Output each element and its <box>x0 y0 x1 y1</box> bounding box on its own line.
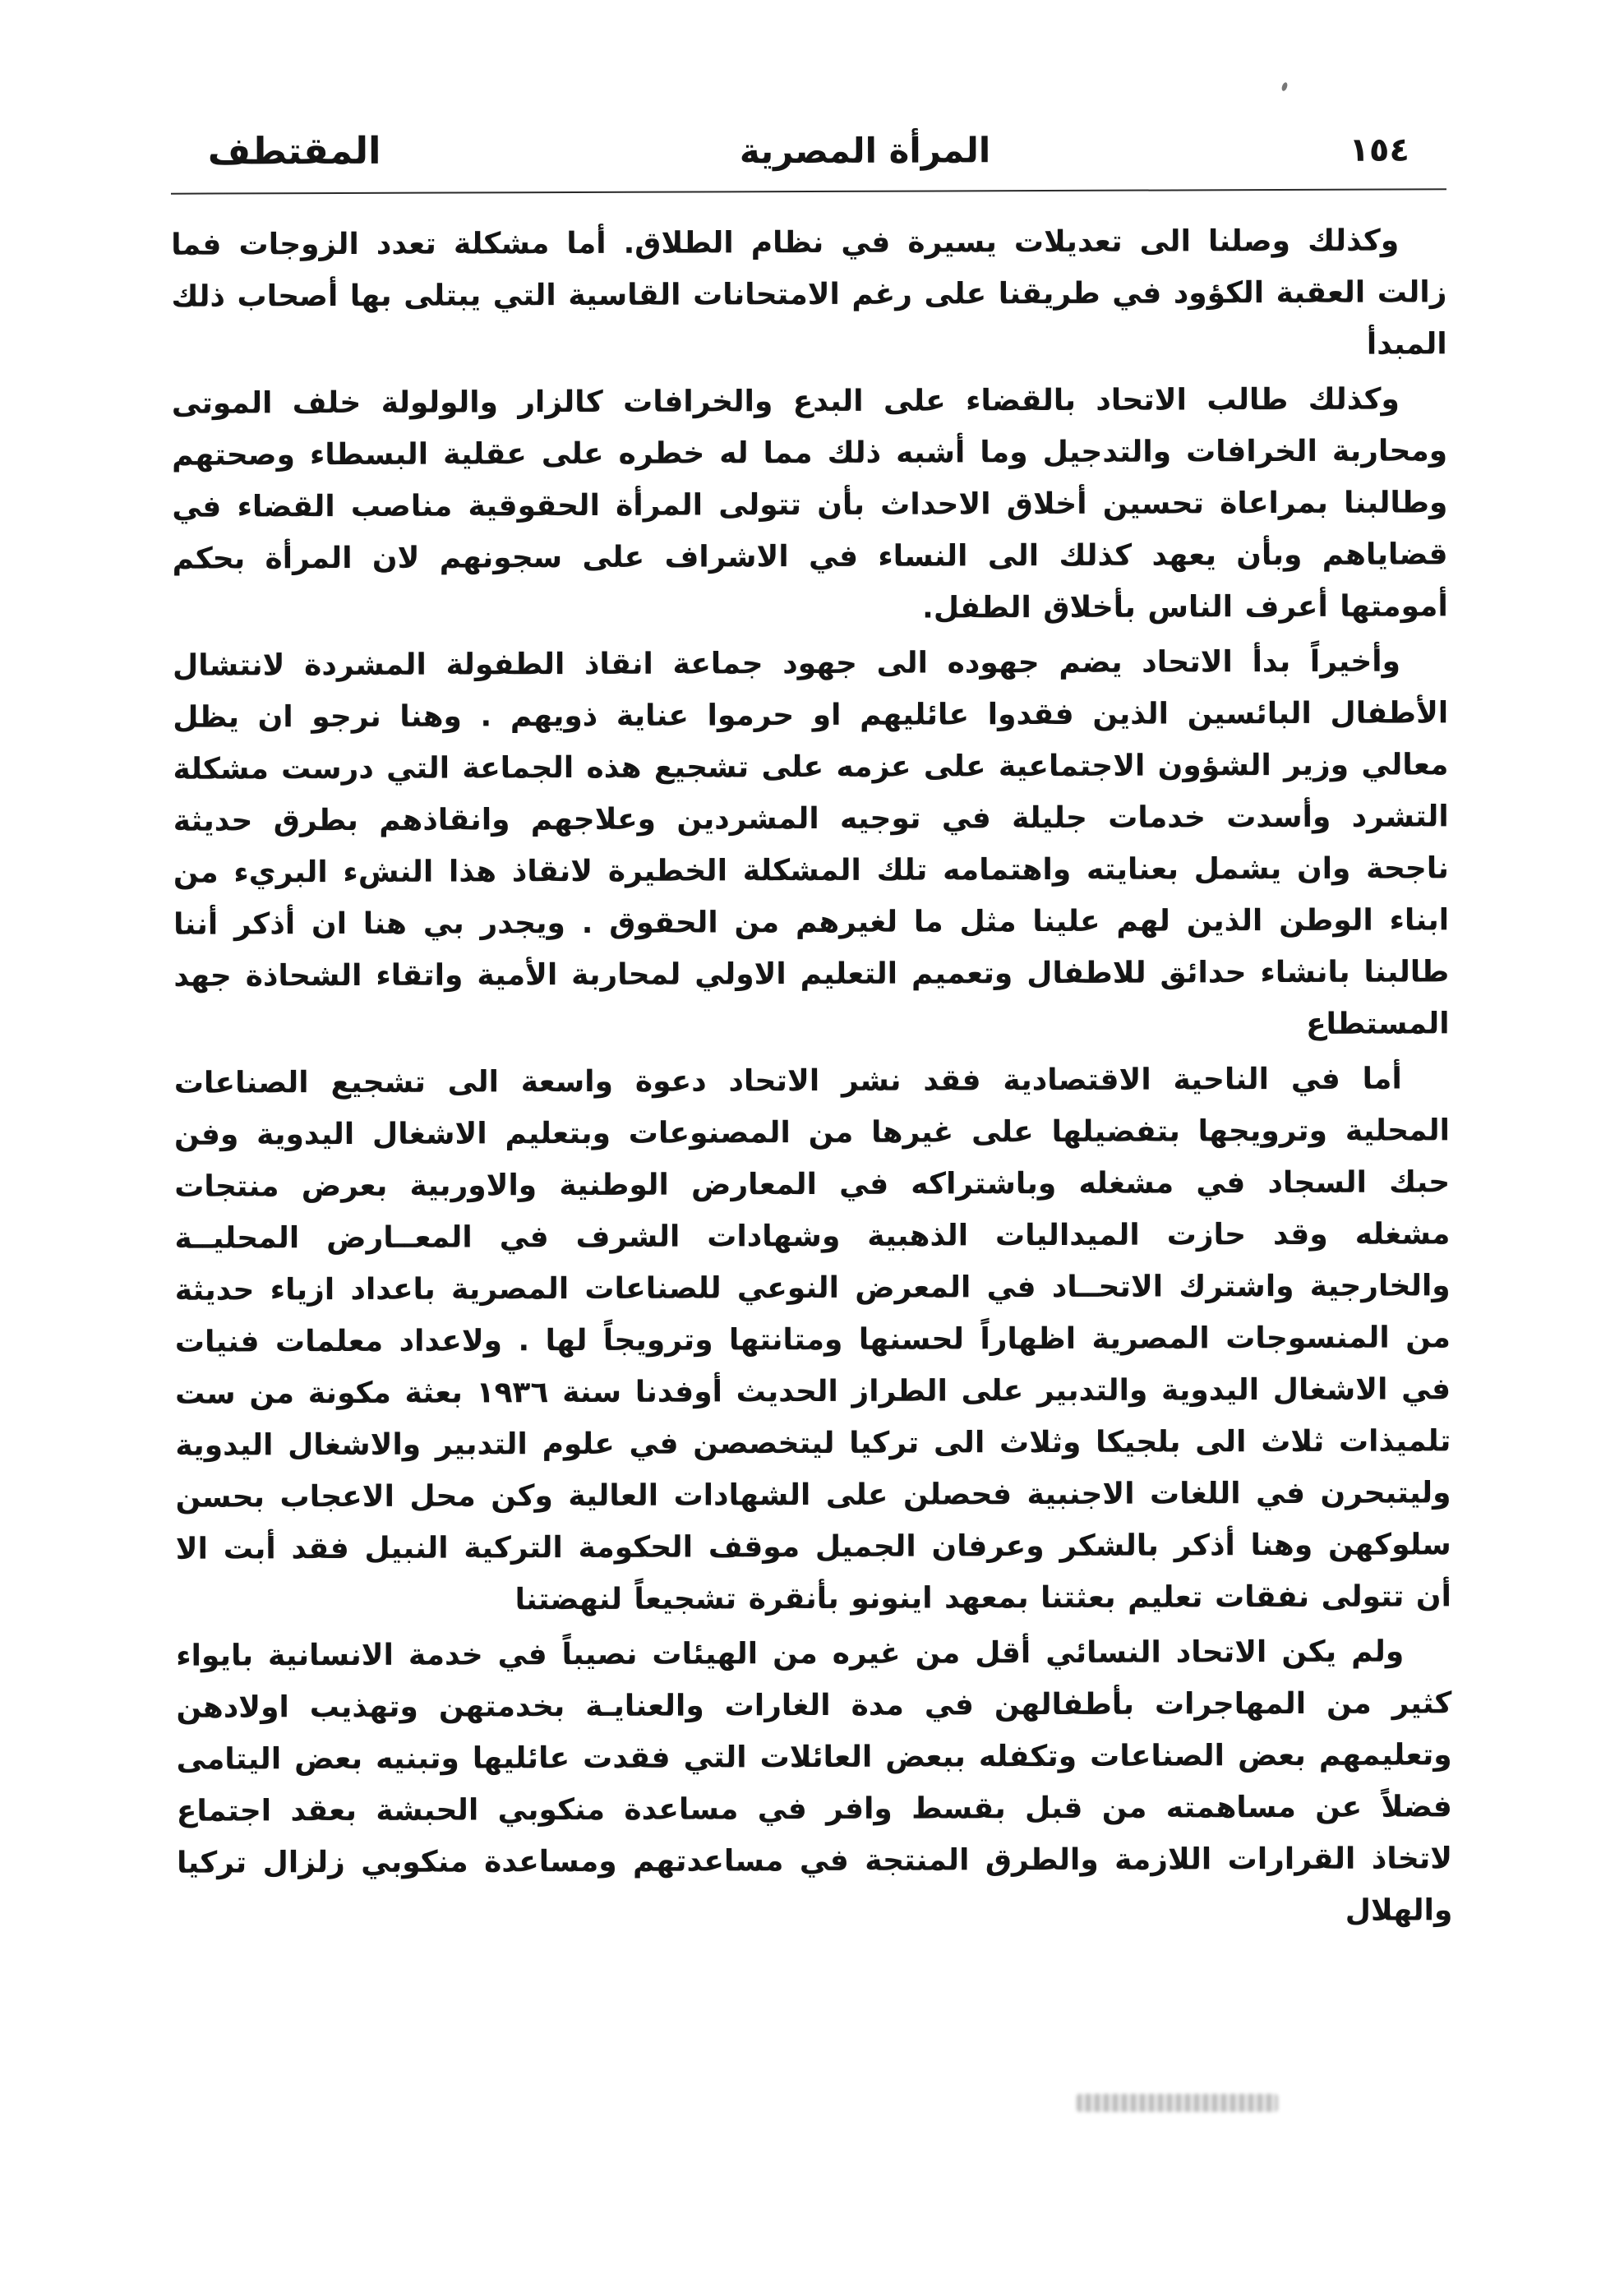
page-header <box>171 125 1446 194</box>
article-body <box>171 214 1452 1940</box>
scan-smudge-artifact <box>1077 2094 1278 2112</box>
paragraph-divorce-polygamy: وكذلك وصلنا الى تعديلات يسيرة في نظام الطلاق. أما مشكلة تعدد الزوجات فما زالت العقبة الكؤود في طريقنا على رغم الامتحانات القاسية التي يبتلى بها أصحاب ذلك المبدأ <box>171 224 1447 362</box>
section-title: المرأة المصرية <box>739 130 991 172</box>
paragraph-economic-activity: أما في الناحية الاقتصادية فقد نشر الاتحاد دعوة واسعة الى تشجيع الصناعات المحلية وترويجها بتفضيلها على غيرها من المصنوعات وبتعليم الاشغال اليدوية وفن حبك السجاد في مشغله وباشتراكه في المعارض الوطنية والاوربية بعرض منتجات مشغله وقد حازت الميداليات الذهبية وشهادات الشرف في المعــارض المحليــة والخارجية واشترك الاتحــاد في المعرض النوعي للصناعات المصرية باعداد ازياء حديثة من المنسوجات المصرية اظهاراً لحسنها ومتانتها وترويجاً لها . ولاعداد معلمات فنيات في الاشغال اليدوية والتدبير على الطراز الحديث أوفدنا سنة ١٩٣٦ بعثة مكونة من ست تلميذات ثلاث الى بلجيكا وثلاث الى تركيا ليتخصصن في علوم التدبير والاشغال اليدوية وليتبحرن في اللغات الاجنبية فحصلن على الشهادات العالية وكن محل الاعجاب بحسن سلوكهن وهنا أذكر بالشكر وعرفان الجميل موقف الحكومة التركية النبيل فقد أبت الا أن تتولى نفقات تعليم بعثتنا بمعهد اينونو بأنقرة تشجيعاً لنهضتنا <box>173 1062 1452 1617</box>
page-number: ١٥٤ <box>1349 131 1409 169</box>
paragraph-humanitarian-aid: ولم يكن الاتحاد النسائي أقل من غيره من الهيئات نصيباً في خدمة الانسانية بايواء كثير من المهاجرات بأطفالهن في مدة الغارات والعنايـة بخدمتهن وتهذيب اولادهن وتعليمهم بعض الصناعات وتكفله ببعض العائلات التي فقدت عائليها وتبنيه بعض اليتامى فضلاً عن مساهمته من قبل بقسط وافر في مساعدة منكوبي الحبشة بعقد اجتماع لاتخاذ القرارات اللازمة والطرق المنتجة في مساعدتهم ومساعدة منكوبي زلزال تركيا والهلال <box>176 1634 1453 1928</box>
paragraph-superstitions: وكذلك طالب الاتحاد بالقضاء على البدع والخرافات كالزار والولولة خلف الموتى ومحاربة الخرافات والتدجيل وما أشبه ذلك مما له خطره على عقلية البسطاء وصحتهم وطالبنا بمراعاة تحسين أخلاق الاحداث بأن تتولى المرأة الحقوقية مناصب القضاء في قضاياهم وبأن يعهد كذلك الى النساء في الاشراف على سجونهم لان المرأة بحكم أمومتها أعرف الناس بأخلاق الطفل. <box>171 382 1448 625</box>
journal-name: المقتطف <box>207 128 381 173</box>
paragraph-child-rescue: وأخيراً بدأ الاتحاد يضم جهوده الى جهود جماعة انقاذ الطفولة المشردة لانتشال الأطفال البائسين الذين فقدوا عائليهم او حرموا عناية ذويهم . وهنا نرجو ان يظل معالي وزير الشؤون الاجتماعية على عزمه على تشجيع هذه الجماعة التي درست مشكلة التشرد وأسدت خدمات جليلة في توجيه المشردين وعلاجهم وانقاذهم بطرق حديثة ناجحة وان يشمل بعنايته واهتمامه تلك المشكلة الخطيرة لانقاذ هذا النشء البريء من ابناء الوطن الذين لهم علينا مثل ما لغيرهم من الحقوق . ويجدر بي هنا ان أذكر أننا طالبنا بانشاء حدائق للاطفال وتعميم التعليم الاولي لمحاربة الأمية واتقاء الشحاذة جهد المستطاع <box>172 644 1450 1041</box>
